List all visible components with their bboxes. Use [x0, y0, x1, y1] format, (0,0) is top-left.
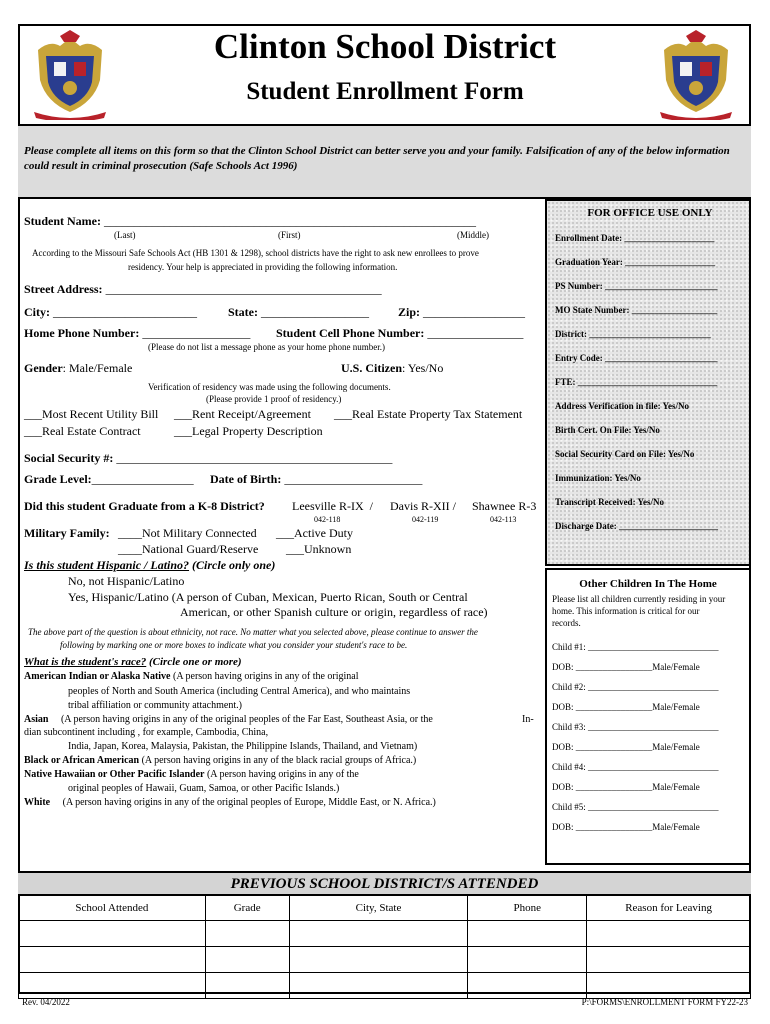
race-question [24, 656, 242, 668]
table-cell[interactable] [19, 921, 206, 947]
table-cell[interactable] [205, 921, 289, 947]
table-row [19, 947, 751, 973]
table-cell[interactable] [468, 973, 587, 999]
hispanic-option-yes-cont: American, or other Spanish culture or origin, regardless of race) [180, 605, 488, 619]
race-american-indian-desc3: tribal affiliation or community attachment.) [68, 700, 242, 711]
previous-school-header-row [19, 896, 751, 921]
k8-option-shawnee[interactable]: Shawnee R-3 [472, 499, 537, 513]
table-row [19, 921, 751, 947]
office-ss-card[interactable]: Social Security Card on File: Yes/No [555, 449, 695, 459]
citizen-field[interactable] [341, 361, 443, 376]
col-reason-for-leaving: Reason for Leaving [587, 896, 751, 921]
race-black-label: Black or African American [24, 755, 140, 766]
ethnicity-note-line2: following by marking one or more boxes to indicate what you consider your student's race to be. [60, 640, 408, 650]
revision-date: Rev. 04/2022 [22, 997, 70, 1007]
other-children-desc2: home. This information is critical for our [552, 606, 700, 616]
office-birth-cert[interactable]: Birth Cert. On File: Yes/No [555, 425, 660, 435]
k8-option-davis[interactable]: Davis R-XII / [390, 499, 456, 513]
file-path: P:\FORMS\ENROLLMENT FORM FY22-23 [581, 997, 748, 1007]
military-not-connected[interactable]: ____Not Military Connected [118, 526, 257, 540]
race-american-indian-label: American Indian or Alaska Native [24, 671, 171, 682]
military-unknown[interactable]: ___Unknown [286, 542, 352, 556]
office-fte[interactable]: FTE: _______________________________ [555, 377, 718, 387]
office-district[interactable]: District: ___________________________ [555, 329, 711, 339]
grade-level-label: Grade Level: [24, 472, 92, 486]
table-cell[interactable] [468, 947, 587, 973]
city-label: City: [24, 305, 50, 319]
table-cell[interactable] [289, 947, 468, 973]
table-cell[interactable] [289, 973, 468, 999]
citizen-options: : Yes/No [402, 361, 444, 375]
military-label: Military Family: [24, 526, 110, 540]
race-option-black[interactable] [24, 755, 416, 766]
table-cell[interactable] [19, 973, 206, 999]
hispanic-option-yes[interactable]: Yes, Hispanic/Latino (A person of Cuban, Mexican, Puerto Rican, South or Central [68, 590, 468, 604]
col-school-attended: School Attended [19, 896, 206, 921]
col-grade: Grade [205, 896, 289, 921]
state-label: State: [228, 305, 258, 319]
office-transcript[interactable]: Transcript Received: Yes/No [555, 497, 664, 507]
intro-notice: Please complete all items on this form so that the Clinton School District can better serve you and your family. Falsification of any of the below information could result in criminal prosecution (Safe Schools Act 1996) [18, 124, 751, 199]
last-name-caption: (Last) [114, 230, 136, 240]
col-city-state: City, State [289, 896, 468, 921]
race-question-text: What is the student's race? [24, 656, 147, 668]
military-active-duty[interactable]: ___Active Duty [276, 526, 353, 540]
race-option-native-hawaiian[interactable] [24, 769, 359, 780]
col-phone: Phone [468, 896, 587, 921]
verification-note-line1: Verification of residency was made using the following documents. [148, 382, 391, 392]
cell-phone-field[interactable]: Student Cell Phone Number: ________________ [276, 326, 524, 340]
home-phone-label: Home Phone Number: [24, 326, 140, 340]
table-row [19, 973, 751, 999]
gender-field[interactable] [24, 361, 132, 376]
doc-legal-description[interactable]: ___Legal Property Description [174, 424, 323, 438]
previous-school-table [18, 895, 751, 999]
child-4-dob[interactable]: DOB: _________________Male/Female [552, 782, 700, 792]
other-children-panel [545, 568, 751, 865]
phone-note: (Please do not list a message phone as your home phone number.) [148, 342, 385, 352]
child-2-name[interactable]: Child #2: _____________________________ [552, 682, 719, 692]
race-american-indian-desc: (A person having origins in any of the original [173, 671, 359, 682]
student-name-label: Student Name: [24, 214, 101, 228]
child-1-dob[interactable]: DOB: _________________Male/Female [552, 662, 700, 672]
k8-option-leesville[interactable]: Leesville R-IX / [292, 499, 373, 513]
state-field[interactable]: State: __________________ [228, 305, 369, 319]
hispanic-question [24, 558, 275, 573]
previous-school-title: PREVIOUS SCHOOL DISTRICT/S ATTENDED [18, 871, 751, 895]
office-immunization[interactable]: Immunization: Yes/No [555, 473, 641, 483]
race-white-desc: (A person having origins in any of the original peoples of Europe, Middle East, or N. Africa.) [62, 797, 436, 808]
table-cell[interactable] [289, 921, 468, 947]
k8-question: Did this student Graduate from a K-8 District? [24, 499, 265, 513]
race-instruction: (Circle one or more) [149, 656, 242, 668]
dob-label: Date of Birth: [210, 472, 282, 486]
code-leesville: 042-118 [314, 515, 341, 524]
residency-note-line2: residency. Your help is appreciated in providing the following information. [128, 262, 398, 272]
race-asian-desc: (A person having origins in any of the original peoples of the Far East, Southeast Asia, or the [60, 714, 433, 725]
zip-field[interactable]: Zip: _________________ [398, 305, 526, 319]
child-5-name[interactable]: Child #5: _____________________________ [552, 802, 719, 812]
office-address-verification[interactable]: Address Verification in file: Yes/No [555, 401, 689, 411]
race-native-hawaiian-label: Native Hawaiian or Other Pacific Islander [24, 769, 205, 780]
table-cell[interactable] [468, 921, 587, 947]
office-discharge-date[interactable]: Discharge Date: ______________________ [555, 521, 718, 531]
middle-name-caption: (Middle) [457, 230, 489, 240]
office-mo-state-number[interactable]: MO State Number: ___________________ [555, 305, 718, 315]
child-1-name[interactable]: Child #1: _____________________________ [552, 642, 719, 652]
race-black-desc: (A person having origins in any of the black racial groups of Africa.) [141, 755, 417, 766]
table-cell[interactable] [205, 973, 289, 999]
ssn-field[interactable]: Social Security #: ______________________________________________ [24, 451, 393, 465]
race-asian-desc3: India, Japan, Korea, Malaysia, Pakistan, the Philippine Islands, Thailand, and Vietnam) [68, 741, 418, 752]
child-3-dob[interactable]: DOB: _________________Male/Female [552, 742, 700, 752]
child-2-dob[interactable]: DOB: _________________Male/Female [552, 702, 700, 712]
street-address-label: Street Address: [24, 282, 103, 296]
code-shawnee: 042-113 [490, 515, 517, 524]
code-davis: 042-119 [412, 515, 439, 524]
race-native-hawaiian-desc: (A person having origins in any of the [206, 769, 359, 780]
form-title: Student Enrollment Form [246, 78, 524, 105]
other-children-desc3: records. [552, 618, 581, 628]
race-white-label: White [24, 797, 51, 808]
military-guard-reserve[interactable]: ____National Guard/Reserve [118, 542, 259, 556]
child-4-name[interactable]: Child #4: _____________________________ [552, 762, 719, 772]
city-field[interactable]: City: ________________________ [24, 305, 197, 319]
doc-utility-bill[interactable]: ___Most Recent Utility Bill [24, 407, 159, 421]
cell-phone-label: Student Cell Phone Number: [276, 326, 425, 340]
office-graduation-year[interactable]: Graduation Year: ____________________ [555, 257, 716, 267]
grade-level-field[interactable]: Grade Level:_________________ [24, 472, 194, 486]
office-use-panel [545, 199, 751, 566]
table-cell[interactable] [205, 947, 289, 973]
office-entry-code[interactable]: Entry Code: _________________________ [555, 353, 718, 363]
other-children-title: Other Children In The Home [579, 578, 717, 590]
race-asian-desc-end: In- [522, 714, 534, 725]
race-asian-desc2: dian subcontinent including , for example, Cambodia, China, [24, 727, 269, 738]
child-5-dob[interactable]: DOB: _________________Male/Female [552, 822, 700, 832]
race-native-hawaiian-desc2: original peoples of Hawaii, Guam, Samoa, or other Pacific Islands.) [68, 783, 340, 794]
citizen-label: U.S. Citizen [341, 361, 402, 375]
office-ps-number[interactable]: PS Number: _________________________ [555, 281, 718, 291]
hispanic-question-text: Is this student Hispanic / Latino? [24, 558, 190, 572]
k8-leesville-label: Leesville R-IX [292, 499, 364, 513]
zip-label: Zip: [398, 305, 421, 319]
table-cell[interactable] [587, 947, 751, 973]
street-address-field[interactable]: Street Address: ______________________________________________ [24, 282, 382, 296]
ethnicity-note-line1: The above part of the question is about ethnicity, not race. No matter what you selected above, please continue to answer the [28, 627, 478, 637]
race-option-asian[interactable] [24, 714, 433, 725]
table-cell[interactable] [587, 921, 751, 947]
verification-note-line2: (Please provide 1 proof of residency.) [206, 394, 342, 404]
district-title: Clinton School District [213, 27, 557, 66]
table-cell[interactable] [19, 947, 206, 973]
home-phone-field[interactable]: Home Phone Number: __________________ [24, 326, 251, 340]
doc-property-tax[interactable]: ___Real Estate Property Tax Statement [334, 407, 523, 421]
dob-field[interactable]: Date of Birth: _______________________ [210, 472, 423, 486]
office-use-title: FOR OFFICE USE ONLY [587, 207, 713, 219]
race-option-white[interactable] [24, 797, 436, 808]
gender-options: : Male/Female [62, 361, 133, 375]
doc-rent-receipt[interactable]: ___Rent Receipt/Agreement [174, 407, 311, 421]
hispanic-option-no[interactable]: No, not Hispanic/Latino [68, 574, 185, 588]
doc-real-estate-contract[interactable]: ___Real Estate Contract [24, 424, 141, 438]
race-option-american-indian[interactable] [24, 671, 359, 682]
gender-label: Gender [24, 361, 63, 375]
residency-note-line1: According to the Missouri Safe Schools Act (HB 1301 & 1298), school districts have the right to ask new enrollees to prove [32, 248, 479, 258]
table-cell[interactable] [587, 973, 751, 999]
hispanic-instruction: (Circle only one) [192, 558, 276, 572]
ssn-label: Social Security #: [24, 451, 114, 465]
other-children-desc1: Please list all children currently residing in your [552, 594, 726, 604]
student-name-field[interactable]: Student Name: ______________________________________________________________ [24, 214, 476, 228]
office-enrollment-date[interactable]: Enrollment Date: ____________________ [555, 233, 715, 243]
race-american-indian-desc2: peoples of North and South America (including Central America), and who maintains [68, 686, 411, 697]
child-3-name[interactable]: Child #3: _____________________________ [552, 722, 719, 732]
race-asian-label: Asian [24, 714, 49, 725]
first-name-caption: (First) [278, 230, 301, 240]
